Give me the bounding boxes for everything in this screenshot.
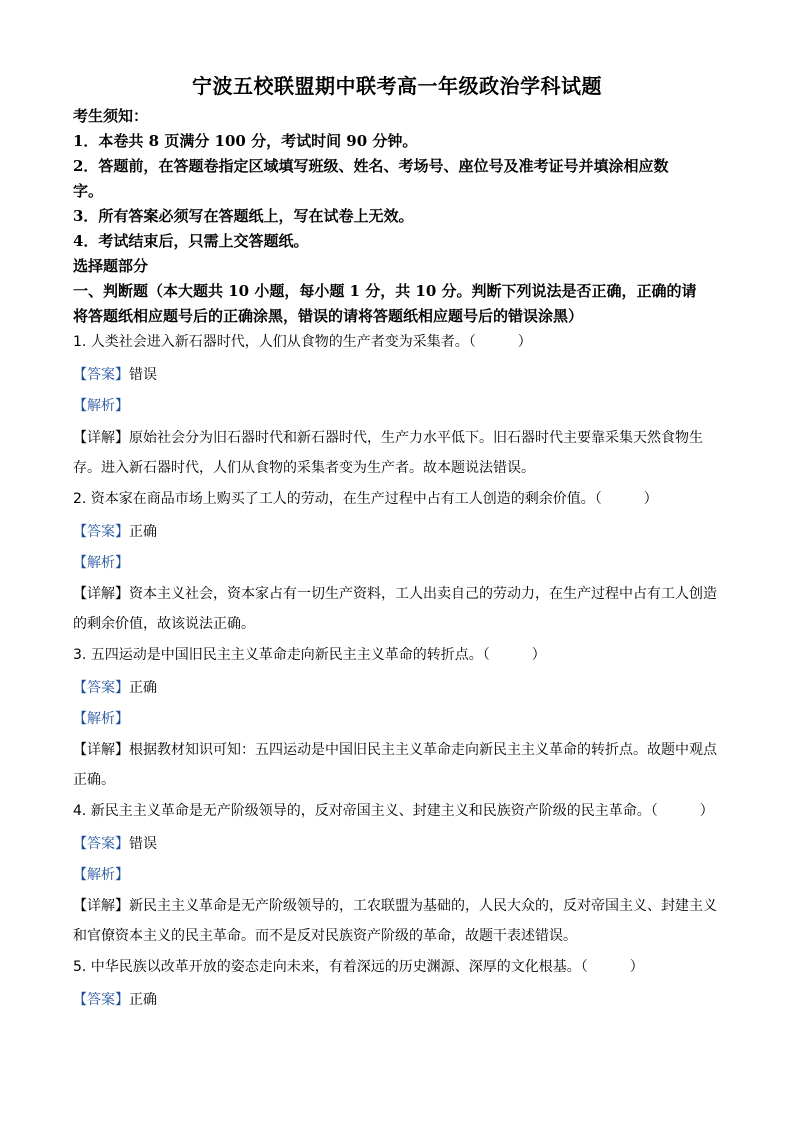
analysis-line-4: [73, 864, 733, 885]
notice-item-3: 3．所有答案必须写在答题纸上，写在试卷上无效。: [73, 207, 414, 225]
answer-line-4: [73, 833, 733, 854]
answer-value: 错误: [129, 367, 157, 383]
detail-label: 【详解】: [73, 430, 129, 446]
question-2: 2. 资本家在商品市场上购买了工人的劳动，在生产过程中占有工人创造的剩余价值。（ ）: [73, 491, 658, 507]
notice-item-4: 4．考试结束后，只需上交答题纸。: [73, 232, 309, 250]
analysis-label: 【解析】: [73, 711, 129, 727]
notice-heading: 考生须知：: [73, 107, 149, 125]
analysis-label: 【解析】: [73, 555, 129, 571]
detail-text: 原始社会分为旧石器时代和新石器时代，生产力水平低下。旧石器时代主要靠采集天然食物生: [129, 430, 703, 446]
notice-item-2: 2．答题前，在答题卷指定区域填写班级、姓名、考场号、座位号及准考证号并填涂相应数: [73, 157, 669, 175]
question-4: 4. 新民主主义革命是无产阶级领导的，反对帝国主义、封建主义和民族资产阶级的民主革命。（ ）: [73, 803, 714, 819]
detail-label: 【详解】: [73, 898, 129, 914]
detail-line-4b: 和官僚资本主义的民主革命。而不是反对民族资产阶级的革命，故题干表述错误。: [73, 928, 577, 944]
answer-value: 正确: [129, 524, 157, 540]
part-instructions-line-1: 一、判断题（本大题共 10 小题，每小题 1 分，共 10 分。判断下列说法是否正确，正确的请: [73, 282, 697, 300]
question-1: 1. 人类社会进入新石器时代，人们从食物的生产者变为采集者。（ ）: [73, 334, 532, 350]
answer-value: 错误: [129, 836, 157, 852]
detail-line-2a: [73, 583, 733, 604]
detail-text: 新民主主义革命是无产阶级领导的，工农联盟为基础的，人民大众的，反对帝国主义、封建主义: [129, 898, 717, 914]
answer-label: 【答案】: [73, 367, 129, 383]
detail-line-3b: 正确。: [73, 772, 115, 788]
answer-line-2: [73, 521, 733, 542]
detail-line-4a: [73, 895, 733, 916]
detail-line-1b: 存。进入新石器时代，人们从食物的采集者变为生产者。故本题说法错误。: [73, 460, 535, 476]
answer-value: 正确: [129, 680, 157, 696]
part-instructions-line-2: 将答题纸相应题号后的正确涂黑，错误的请将答题纸相应题号后的错误涂黑）: [73, 307, 584, 325]
detail-line-1a: [73, 427, 733, 448]
answer-label: 【答案】: [73, 680, 129, 696]
analysis-label: 【解析】: [73, 867, 129, 883]
section-heading: 选择题部分: [73, 257, 149, 275]
notice-item-2-cont: 字。: [73, 182, 104, 200]
detail-text: 资本主义社会，资本家占有一切生产资料，工人出卖自己的劳动力，在生产过程中占有工人创造: [129, 586, 717, 602]
detail-text: 根据教材知识可知：五四运动是中国旧民主主义革命走向新民主主义革命的转折点。故题中观点: [129, 742, 717, 758]
answer-label: 【答案】: [73, 524, 129, 540]
answer-line-5: [73, 989, 733, 1010]
answer-line-3: [73, 677, 733, 698]
question-3: 3. 五四运动是中国旧民主主义革命走向新民主主义革命的转折点。（ ）: [73, 647, 546, 663]
page-title: 宁波五校联盟期中联考高一年级政治学科试题: [192, 74, 602, 98]
analysis-label: 【解析】: [73, 398, 129, 414]
detail-line-3a: [73, 739, 733, 760]
detail-label: 【详解】: [73, 742, 129, 758]
question-5: 5. 中华民族以改革开放的姿态走向未来，有着深远的历史渊源、深厚的文化根基。（ ）: [73, 959, 644, 975]
detail-label: 【详解】: [73, 586, 129, 602]
answer-label: 【答案】: [73, 836, 129, 852]
answer-line-1: [73, 364, 733, 385]
answer-label: 【答案】: [73, 992, 129, 1008]
answer-value: 正确: [129, 992, 157, 1008]
analysis-line-1: [73, 395, 733, 416]
detail-line-2b: 的剩余价值，故该说法正确。: [73, 616, 255, 632]
analysis-line-2: [73, 552, 733, 573]
notice-item-1: 1．本卷共 8 页满分 100 分，考试时间 90 分钟。: [73, 132, 418, 150]
analysis-line-3: [73, 708, 733, 729]
